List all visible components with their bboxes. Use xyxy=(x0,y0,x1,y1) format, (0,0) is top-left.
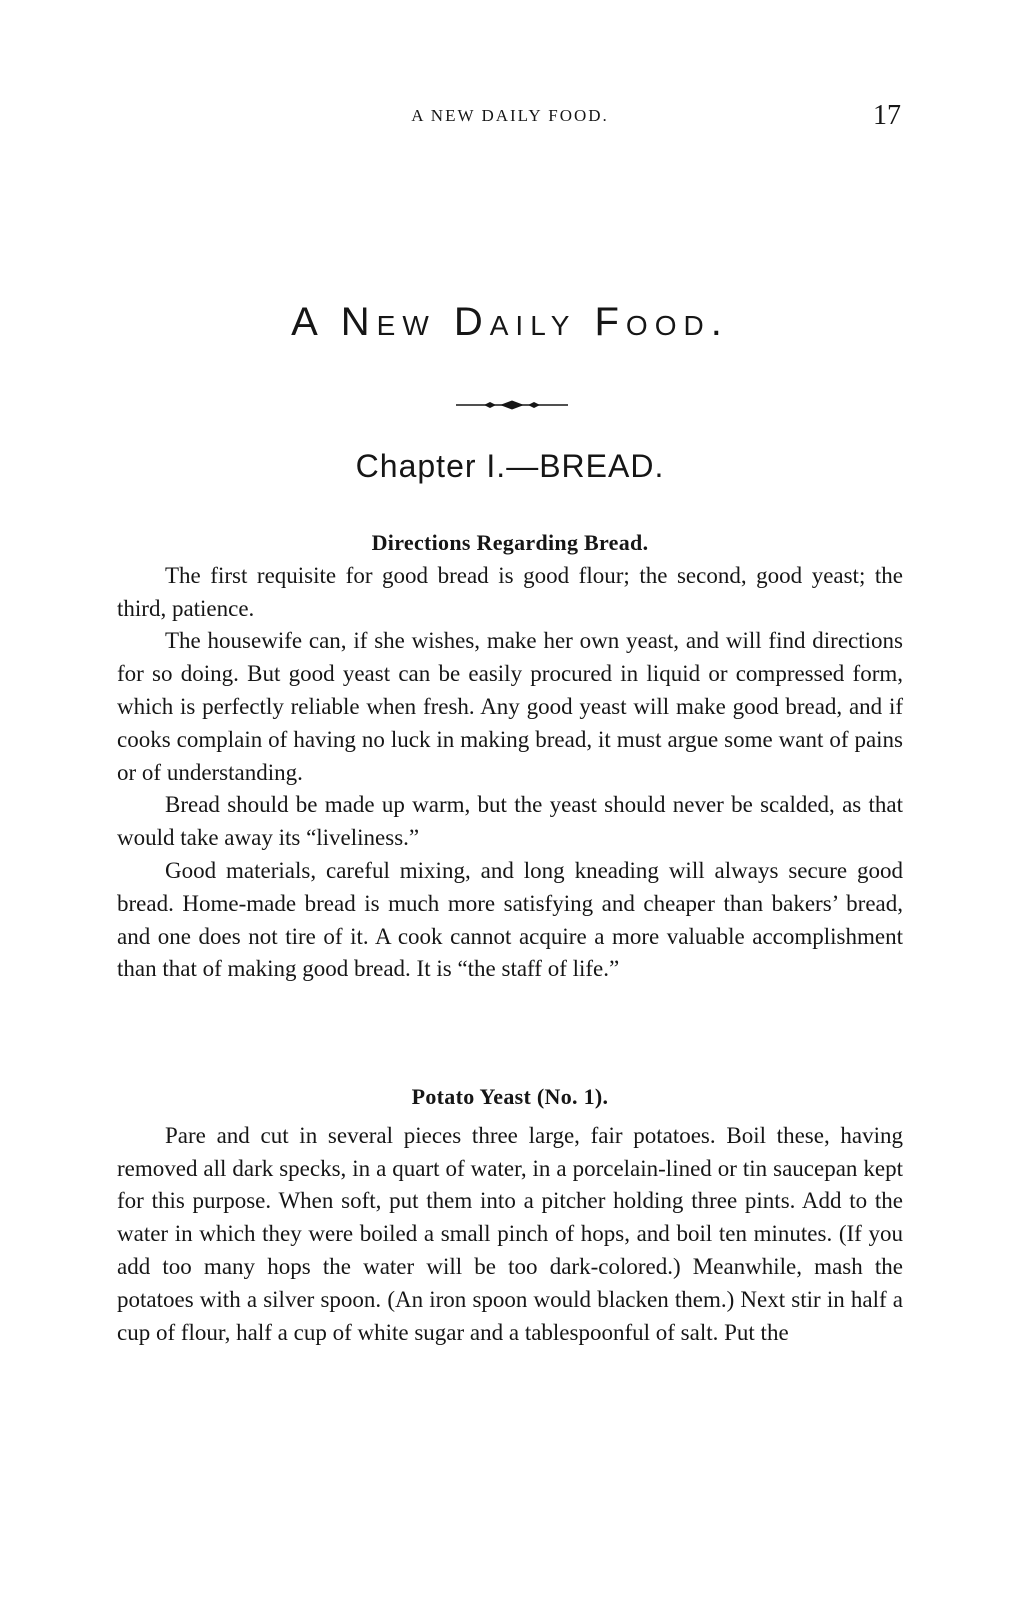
paragraph: The housewife can, if she wishes, make her own yeast, and will find directions for so doing. But good yeast can be easily procured in liquid or compressed form, which is perfectly reliable when fresh. Any good yeast will make good bread, and if cooks complain of having no luck in making bread, it must argue some want of pains or of understanding. xyxy=(117,628,903,785)
section-heading: Directions Regarding Bread. xyxy=(371,530,649,555)
page-number: 17 xyxy=(873,100,901,131)
ornamental-rule-icon xyxy=(456,398,568,412)
section-heading: Potato Yeast (No. 1). xyxy=(411,1084,609,1109)
paragraph: Pare and cut in several pieces three large, fair potatoes. Boil these, having removed all dark specks, in a quart of water, in a porcelain-lined or tin saucepan kept for this purpose. When soft, put them into a pitcher holding three pints. Add to the water in which they were boiled a small pinch of hops, and boil ten minutes. (If you add too many hops the water will be too dark-colored.) Meanwhile, mash the potatoes with a silver spoon. (An iron spoon would blacken them.) Next stir in half a cup of flour, half a cup of white sugar and a tablespoonful of salt. Put the xyxy=(117,1122,903,1345)
running-title: A NEW DAILY FOOD. xyxy=(411,106,609,125)
running-head xyxy=(117,100,903,134)
page-title: A New Daily Food. xyxy=(291,300,729,344)
paragraph: Bread should be made up warm, but the yeast should never be scalded, as that would take away its “liveliness.” xyxy=(117,792,903,851)
section-directions-regarding-bread xyxy=(117,527,903,986)
paragraph: Good materials, careful mixing, and long kneading will always secure good bread. Home-made bread is much more satisfying and cheaper than bakers’ bread, and one does not tire of it. A cook cannot acquire a more valuable accomplishment than that of making good bread. It is “the staff of life.” xyxy=(117,857,903,982)
section-potato-yeast xyxy=(117,1081,903,1349)
chapter-title: Chapter I.—BREAD. xyxy=(355,448,665,484)
paragraph: The first requisite for good bread is good flour; the second, good yeast; the third, patience. xyxy=(117,562,903,621)
